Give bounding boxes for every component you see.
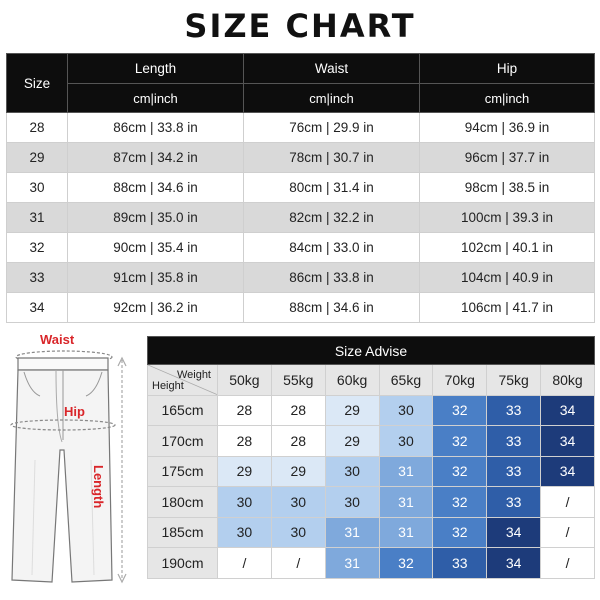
advise-size-cell: 32 (433, 426, 487, 457)
waist-cell: 86cm | 33.8 in (244, 263, 420, 293)
advise-size-cell: 31 (325, 517, 379, 548)
weight-label: Weight (176, 369, 211, 381)
advise-size-cell: 28 (271, 395, 325, 426)
advise-size-cell: 33 (433, 548, 487, 579)
waist-label: Waist (40, 332, 75, 347)
advise-size-cell: 28 (271, 426, 325, 457)
advise-row (148, 517, 595, 548)
hip-label: Hip (64, 404, 85, 419)
weight-header: 50kg (218, 365, 272, 396)
size-cell: 28 (7, 113, 68, 143)
advise-size-cell: 31 (379, 487, 433, 518)
weight-header: 60kg (325, 365, 379, 396)
length-label: Length (91, 465, 106, 509)
advise-size-cell: 34 (541, 456, 595, 487)
height-label: Height (152, 379, 184, 392)
advise-size-cell: 31 (379, 456, 433, 487)
size-advise-title: Size Advise (148, 337, 595, 365)
advise-size-cell: 31 (325, 548, 379, 579)
waist-cell: 84cm | 33.0 in (244, 233, 420, 263)
size-cell: 32 (7, 233, 68, 263)
height-header: 180cm (148, 487, 218, 518)
advise-size-cell: 29 (325, 426, 379, 457)
weight-header: 75kg (487, 365, 541, 396)
size-cell: 30 (7, 173, 68, 203)
pants-measurement-figure (0, 330, 145, 596)
weight-header: 80kg (541, 365, 595, 396)
length-cell: 86cm | 33.8 in (68, 113, 244, 143)
length-cell: 92cm | 36.2 in (68, 293, 244, 323)
size-row (7, 203, 595, 233)
waist-header: Waist (244, 54, 420, 84)
advise-size-cell: / (541, 517, 595, 548)
advise-size-cell: 30 (218, 517, 272, 548)
size-cell: 34 (7, 293, 68, 323)
advise-size-cell: 32 (433, 395, 487, 426)
hip-header: Hip (420, 54, 595, 84)
waist-unit-header: cm|inch (244, 84, 420, 113)
weight-height-corner (148, 365, 218, 396)
waist-cell: 78cm | 30.7 in (244, 143, 420, 173)
size-row (7, 233, 595, 263)
waist-cell: 76cm | 29.9 in (244, 113, 420, 143)
advise-row (148, 548, 595, 579)
hip-unit-header: cm|inch (420, 84, 595, 113)
waist-cell: 88cm | 34.6 in (244, 293, 420, 323)
advise-size-cell: 33 (487, 395, 541, 426)
weight-header: 65kg (379, 365, 433, 396)
size-advise-body (148, 365, 595, 579)
size-cell: 33 (7, 263, 68, 293)
waist-cell: 80cm | 31.4 in (244, 173, 420, 203)
hip-cell: 98cm | 38.5 in (420, 173, 595, 203)
advise-size-cell: / (218, 548, 272, 579)
size-cell: 29 (7, 143, 68, 173)
page-title: SIZE CHART (184, 7, 416, 45)
advise-size-cell: 28 (218, 395, 272, 426)
size-table-body (7, 113, 595, 323)
advise-size-cell: 29 (325, 395, 379, 426)
advise-size-cell: 34 (541, 395, 595, 426)
advise-size-cell: 33 (487, 487, 541, 518)
hip-cell: 102cm | 40.1 in (420, 233, 595, 263)
advise-size-cell: 33 (487, 426, 541, 457)
length-cell: 89cm | 35.0 in (68, 203, 244, 233)
weight-header: 55kg (271, 365, 325, 396)
advise-size-cell: 30 (271, 487, 325, 518)
advise-row (148, 456, 595, 487)
advise-size-cell: 31 (379, 517, 433, 548)
advise-size-cell: 30 (271, 517, 325, 548)
advise-row (148, 426, 595, 457)
advise-size-cell: 30 (218, 487, 272, 518)
hip-cell: 104cm | 40.9 in (420, 263, 595, 293)
advise-row (148, 395, 595, 426)
hip-cell: 100cm | 39.3 in (420, 203, 595, 233)
advise-size-cell: 32 (433, 487, 487, 518)
advise-size-cell: 29 (271, 456, 325, 487)
size-chart-table (6, 53, 595, 323)
size-advise-table (147, 336, 595, 579)
height-header: 190cm (148, 548, 218, 579)
advise-size-cell: 29 (218, 456, 272, 487)
size-cell: 31 (7, 203, 68, 233)
advise-size-cell: / (541, 548, 595, 579)
advise-size-cell: / (271, 548, 325, 579)
advise-row (148, 487, 595, 518)
advise-size-cell: 30 (379, 395, 433, 426)
advise-size-cell: / (541, 487, 595, 518)
advise-size-cell: 30 (325, 456, 379, 487)
weight-header: 70kg (433, 365, 487, 396)
size-row (7, 173, 595, 203)
height-header: 185cm (148, 517, 218, 548)
advise-size-cell: 34 (487, 517, 541, 548)
advise-size-cell: 32 (433, 517, 487, 548)
length-cell: 87cm | 34.2 in (68, 143, 244, 173)
advise-size-cell: 32 (379, 548, 433, 579)
height-header: 170cm (148, 426, 218, 457)
size-row (7, 113, 595, 143)
waist-cell: 82cm | 32.2 in (244, 203, 420, 233)
advise-size-cell: 30 (379, 426, 433, 457)
size-row (7, 263, 595, 293)
pants-icon (0, 330, 145, 596)
length-header: Length (68, 54, 244, 84)
advise-size-cell: 30 (325, 487, 379, 518)
height-header: 165cm (148, 395, 218, 426)
hip-cell: 94cm | 36.9 in (420, 113, 595, 143)
size-row (7, 143, 595, 173)
hip-cell: 96cm | 37.7 in (420, 143, 595, 173)
length-unit-header: cm|inch (68, 84, 244, 113)
length-cell: 88cm | 34.6 in (68, 173, 244, 203)
size-row (7, 293, 595, 323)
length-cell: 91cm | 35.8 in (68, 263, 244, 293)
advise-size-cell: 34 (487, 548, 541, 579)
advise-size-cell: 32 (433, 456, 487, 487)
hip-cell: 106cm | 41.7 in (420, 293, 595, 323)
advise-size-cell: 28 (218, 426, 272, 457)
height-header: 175cm (148, 456, 218, 487)
advise-size-cell: 34 (541, 426, 595, 457)
size-header: Size (7, 54, 68, 113)
advise-size-cell: 33 (487, 456, 541, 487)
length-cell: 90cm | 35.4 in (68, 233, 244, 263)
